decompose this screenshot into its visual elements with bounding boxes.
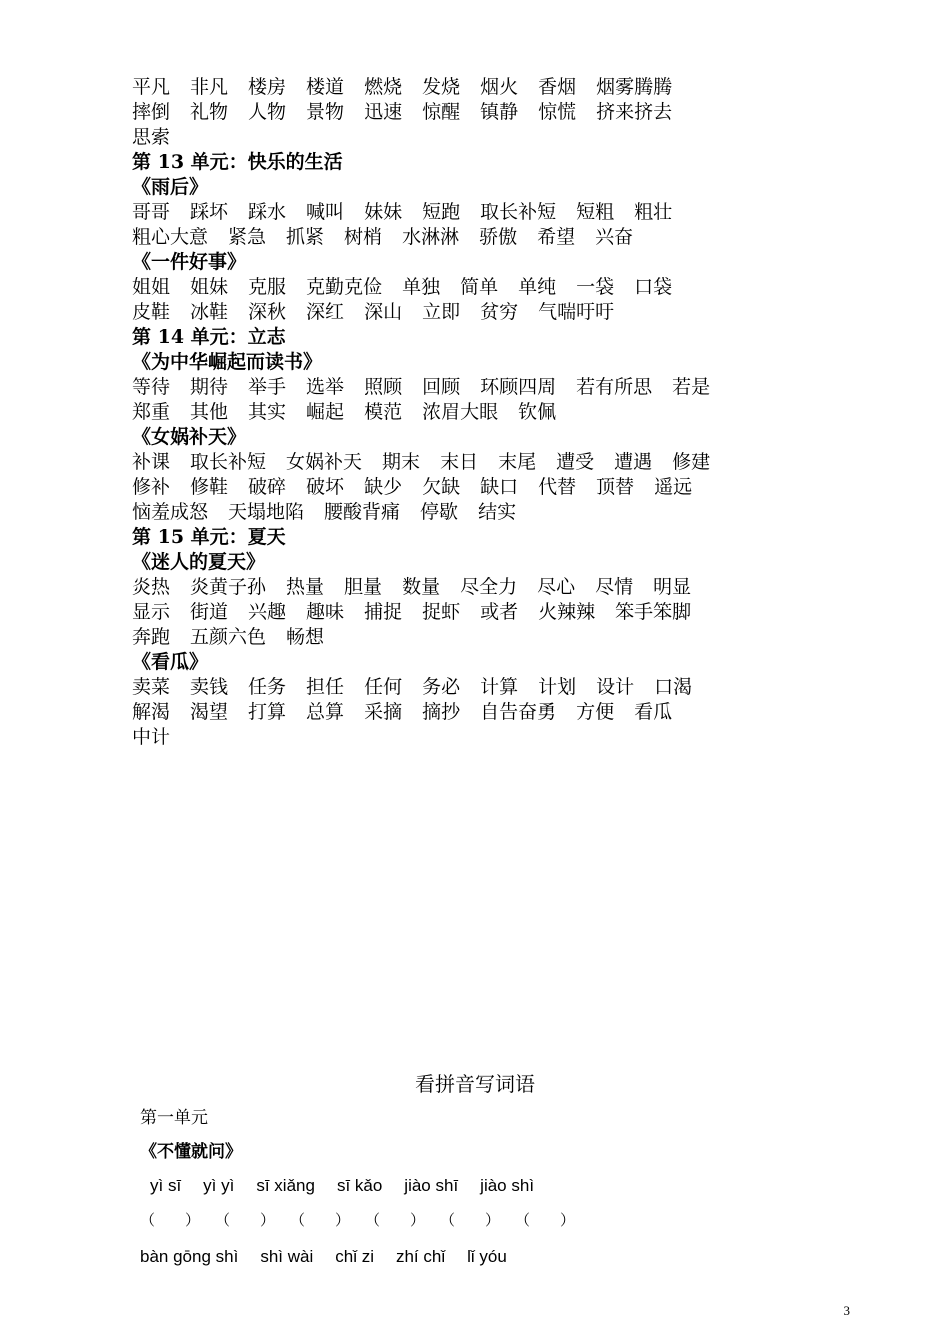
vocab-word: 恼羞成怒 [132,501,209,523]
vocab-word: 中计 [132,726,171,748]
vocab-word: 末尾 [498,451,537,473]
unit-heading: 第 15 单元：夏天 [132,526,286,548]
vocab-word: 采摘 [364,701,403,723]
vocab-word: 渴望 [190,701,229,723]
vocab-word: 自告奋勇 [480,701,557,723]
vocab-word: 打算 [248,701,287,723]
pinyin-word: zhí chǐ [395,1247,446,1266]
vocab-word: 数量 [402,576,441,598]
vocab-word: 景物 [306,101,345,123]
vocab-word: 深山 [364,301,403,323]
lesson-title: 《一件好事》 [132,251,247,273]
vocab-word: 遭遇 [614,451,653,473]
pinyin-word: jiào shì [480,1176,535,1195]
vocab-word: 任何 [364,676,403,698]
vocab-word: 期待 [190,376,229,398]
vocab-word: 畅想 [286,626,325,648]
vocab-word: 钦佩 [518,401,557,423]
pinyin-row [140,1239,840,1275]
lesson-title: 《雨后》 [132,176,209,198]
vocab-word: 粗壮 [634,201,673,223]
word-line [132,75,832,100]
pinyin-word: shì wài [260,1247,314,1266]
vocab-word: 水淋淋 [402,226,460,248]
vocab-word: 趣味 [306,601,345,623]
vocab-word: 深秋 [248,301,287,323]
vocab-word: 口袋 [634,276,673,298]
word-line [132,200,832,225]
pinyin-word: yì yì [203,1176,235,1195]
vocab-word: 短粗 [576,201,615,223]
pinyin-word: chǐ zi [335,1247,374,1266]
vocab-word: 摔倒 [132,101,171,123]
vocab-word: 骄傲 [479,226,518,248]
vocab-word: 楼房 [248,76,287,98]
vocab-word: 期末 [382,451,421,473]
unit-label: 第一单元 [140,1108,208,1127]
vocab-word: 胆量 [344,576,383,598]
unit-heading: 第 13 单元：快乐的生活 [132,151,343,173]
answer-blanks-row [140,1203,840,1239]
vocab-word: 树梢 [344,226,383,248]
vocab-word: 粗心大意 [132,226,209,248]
vocab-word: 五颜六色 [190,626,267,648]
vocab-word: 代替 [538,476,577,498]
vocab-word: 遥远 [654,476,693,498]
pinyin-word: bàn gōng shì [140,1247,239,1266]
vocab-word: 口渴 [654,676,693,698]
vocab-word: 惊慌 [538,101,577,123]
vocab-word: 希望 [537,226,576,248]
pinyin-word: lǐ yóu [467,1247,507,1266]
vocab-word: 看瓜 [634,701,673,723]
vocab-word: 解渴 [132,701,171,723]
vocab-word: 等待 [132,376,171,398]
vocab-word: 深红 [306,301,345,323]
answer-blank: （ ） [290,1212,351,1229]
vocab-word: 选举 [306,376,345,398]
pinyin-row [140,1169,840,1203]
vocab-word: 惊醒 [422,101,461,123]
vocab-word: 非凡 [190,76,229,98]
vocab-word: 卖钱 [190,676,229,698]
vocab-word: 其实 [248,401,287,423]
vocab-word: 环顾四周 [480,376,557,398]
vocab-word: 尽全力 [460,576,518,598]
word-line [132,675,832,700]
word-line [132,375,832,400]
vocab-word: 卖菜 [132,676,171,698]
vocab-word: 若是 [672,376,711,398]
vocab-word: 妹妹 [364,201,403,223]
vocab-word: 务必 [422,676,461,698]
vocabulary-list [132,75,832,750]
lesson-title: 《不懂就问》 [140,1142,242,1161]
word-line [132,100,832,125]
vocab-word: 设计 [596,676,635,698]
vocab-word: 香烟 [538,76,577,98]
word-line [132,300,832,325]
vocab-word: 姐姐 [132,276,171,298]
vocab-word: 停歇 [420,501,459,523]
vocab-word: 简单 [460,276,499,298]
vocab-word: 其他 [190,401,229,423]
vocab-word: 修补 [132,476,171,498]
word-line [132,575,832,600]
vocab-word: 挤来挤去 [596,101,673,123]
vocab-word: 取长补短 [480,201,557,223]
vocab-word: 思索 [132,126,171,148]
word-line [132,125,832,150]
vocab-word: 腰酸背痛 [324,501,401,523]
vocab-word: 短跑 [422,201,461,223]
answer-blank: （ ） [140,1212,201,1229]
vocab-word: 尽心 [537,576,576,598]
vocab-word: 女娲补天 [286,451,363,473]
vocab-word: 皮鞋 [132,301,171,323]
vocab-word: 踩坏 [190,201,229,223]
word-line [132,450,832,475]
vocab-word: 缺口 [480,476,519,498]
word-line [132,225,832,250]
vocab-word: 克服 [248,276,287,298]
vocab-word: 方便 [576,701,615,723]
answer-blank: （ ） [440,1212,501,1229]
vocab-word: 哥哥 [132,201,171,223]
vocab-word: 烟火 [480,76,519,98]
word-line [132,700,832,725]
vocab-word: 炎黄子孙 [190,576,267,598]
vocab-word: 欠缺 [422,476,461,498]
vocab-word: 人物 [248,101,287,123]
vocab-word: 平凡 [132,76,171,98]
vocab-word: 镇静 [480,101,519,123]
vocab-word: 顶替 [596,476,635,498]
vocab-word: 或者 [480,601,519,623]
pinyin-word: yì sī [150,1176,182,1195]
answer-blank: （ ） [365,1212,426,1229]
word-line [132,400,832,425]
lesson-title: 《为中华崛起而读书》 [132,351,323,373]
page-number: 3 [843,1303,850,1318]
vocab-word: 气喘吁吁 [538,301,615,323]
vocab-word: 任务 [248,676,287,698]
vocab-word: 末日 [440,451,479,473]
vocab-word: 兴趣 [248,601,287,623]
vocab-word: 单纯 [518,276,557,298]
vocab-word: 尽情 [595,576,634,598]
vocab-word: 燃烧 [364,76,403,98]
vocab-word: 破碎 [248,476,287,498]
word-line [132,500,832,525]
vocab-word: 照顾 [364,376,403,398]
vocab-word: 笨手笨脚 [615,601,692,623]
vocab-word: 烟雾腾腾 [596,76,673,98]
vocab-word: 郑重 [132,401,171,423]
vocab-word: 抓紧 [286,226,325,248]
vocab-word: 回顾 [422,376,461,398]
vocab-word: 发烧 [422,76,461,98]
vocab-word: 明显 [653,576,692,598]
vocab-word: 显示 [132,601,171,623]
vocab-word: 捕捉 [364,601,403,623]
vocab-word: 崛起 [306,401,345,423]
vocab-word: 踩水 [248,201,287,223]
vocab-word: 结实 [478,501,517,523]
vocab-word: 兴奋 [595,226,634,248]
vocab-word: 贫穷 [480,301,519,323]
lesson-title: 《迷人的夏天》 [132,551,266,573]
vocab-word: 总算 [306,701,345,723]
vocab-word: 捉虾 [422,601,461,623]
vocab-word: 天塌地陷 [228,501,305,523]
vocab-word: 姐妹 [190,276,229,298]
vocab-word: 喊叫 [306,201,345,223]
vocab-word: 奔跑 [132,626,171,648]
vocab-word: 迅速 [364,101,403,123]
vocab-word: 紧急 [228,226,267,248]
unit-heading: 第 14 单元：立志 [132,326,286,348]
vocab-word: 举手 [248,376,287,398]
vocab-word: 热量 [286,576,325,598]
vocab-word: 单独 [402,276,441,298]
vocab-word: 冰鞋 [190,301,229,323]
answer-blank: （ ） [215,1212,276,1229]
word-line [132,725,832,750]
vocab-word: 街道 [190,601,229,623]
word-line [132,475,832,500]
vocab-word: 炎热 [132,576,171,598]
pinyin-word: sī xiǎng [256,1176,315,1195]
vocab-word: 模范 [364,401,403,423]
vocab-word: 取长补短 [190,451,267,473]
vocab-word: 修鞋 [190,476,229,498]
lesson-title: 《看瓜》 [132,651,209,673]
vocab-word: 修建 [672,451,711,473]
vocab-word: 立即 [422,301,461,323]
word-line [132,275,832,300]
vocab-word: 克勤克俭 [306,276,383,298]
vocab-word: 楼道 [306,76,345,98]
vocab-word: 火辣辣 [538,601,596,623]
section-title: 看拼音写词语 [415,1074,535,1096]
lesson-title: 《女娲补天》 [132,426,247,448]
pinyin-exercise [140,1105,840,1275]
vocab-word: 遭受 [556,451,595,473]
answer-blank: （ ） [515,1212,576,1229]
word-line [132,625,832,650]
pinyin-word: sī kǎo [336,1176,383,1195]
vocab-word: 计划 [538,676,577,698]
vocab-word: 计算 [480,676,519,698]
vocab-word: 浓眉大眼 [422,401,499,423]
pinyin-word: jiào shī [404,1176,459,1195]
vocab-word: 一袋 [576,276,615,298]
vocab-word: 担任 [306,676,345,698]
vocab-word: 摘抄 [422,701,461,723]
vocab-word: 若有所思 [576,376,653,398]
word-line [132,600,832,625]
vocab-word: 礼物 [190,101,229,123]
vocab-word: 破坏 [306,476,345,498]
vocab-word: 补课 [132,451,171,473]
vocab-word: 缺少 [364,476,403,498]
